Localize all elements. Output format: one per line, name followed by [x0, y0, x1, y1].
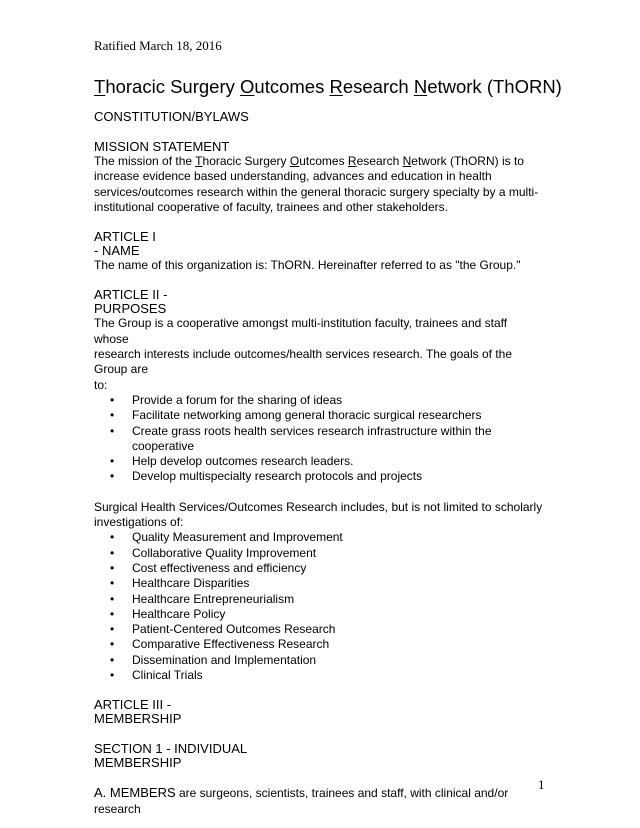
title-initial-n: N — [413, 76, 428, 97]
title-initial-t: T — [94, 76, 106, 97]
list-item: • Comparative Effectiveness Research — [132, 637, 544, 652]
title-initial-r: R — [329, 76, 343, 97]
list-item: • Create grass roots health services research infrastructure within the cooperative — [132, 424, 544, 455]
mission-text: The mission of the Thoracic Surgery Outcomes Research Network (ThORN) is to — [94, 154, 524, 168]
article-3-subheading: MEMBERSHIP — [94, 711, 182, 727]
article-2-line-2: research interests include outcomes/health services research. The goals of the Group are — [94, 347, 512, 377]
document-title: Thoracic Surgery Outcomes Research Network (ThORN) — [94, 76, 562, 97]
article-1-subheading: - NAME — [94, 243, 140, 259]
mission-text-line-3: services/outcomes research within the general thoracic surgery specialty by a multi- — [94, 184, 539, 199]
scope-line-2: investigations of: — [94, 515, 184, 530]
goals-list — [94, 393, 544, 485]
document-body — [94, 108, 544, 817]
title-initial-o: O — [240, 76, 255, 97]
article-2-line-3: to: — [94, 377, 108, 392]
list-item: • Patient-Centered Outcomes Research — [132, 622, 544, 637]
section-1-subheading: MEMBERSHIP — [94, 755, 182, 771]
list-item: • Quality Measurement and Improvement — [132, 530, 544, 545]
members-text: A. MEMBERS are surgeons, scientists, trainees and staff, with clinical and/or research — [94, 785, 509, 816]
list-item: • Healthcare Entrepreneurialism — [132, 592, 544, 607]
page-number: 1 — [538, 777, 545, 792]
list-item: • Healthcare Disparities — [132, 576, 544, 591]
list-item: • Provide a forum for the sharing of ideas — [132, 393, 544, 408]
topics-list — [94, 530, 544, 683]
list-item: • Dissemination and Implementation — [132, 653, 544, 668]
list-item: • Healthcare Policy — [132, 607, 544, 622]
article-3-heading: ARTICLE III - — [94, 697, 172, 713]
list-item: • Cost effectiveness and efficiency — [132, 561, 544, 576]
constitution-heading: CONSTITUTION/BYLAWS — [94, 109, 249, 124]
article-1-text: The name of this organization is: ThORN. Hereinafter referred to as "the Group." — [94, 258, 521, 273]
mission-text-line-4: institutional cooperative of faculty, trainees and other stakeholders. — [94, 199, 448, 214]
list-item: • Clinical Trials — [132, 668, 544, 683]
mission-heading: MISSION STATEMENT — [94, 139, 230, 154]
list-item: • Facilitate networking among general thoracic surgical researchers — [132, 408, 544, 423]
article-2-line-1: The Group is a cooperative amongst multi-institution faculty, trainees and staff whose — [94, 316, 508, 346]
article-2-heading: ARTICLE II - — [94, 287, 168, 303]
scope-line-1: Surgical Health Services/Outcomes Research includes, but is not limited to scholarly — [94, 499, 543, 514]
mission-text-line-2: increase evidence based understanding, advances and education in health — [94, 169, 492, 184]
article-1-heading: ARTICLE I — [94, 229, 156, 245]
list-item: • Help develop outcomes research leaders. — [132, 454, 544, 469]
list-item: • Develop multispecialty research protocols and projects — [132, 469, 544, 484]
list-item: • Collaborative Quality Improvement — [132, 546, 544, 561]
article-2-subheading: PURPOSES — [94, 301, 167, 317]
section-1-heading: SECTION 1 - INDIVIDUAL — [94, 741, 248, 757]
ratified-date: Ratified March 18, 2016 — [94, 38, 222, 53]
